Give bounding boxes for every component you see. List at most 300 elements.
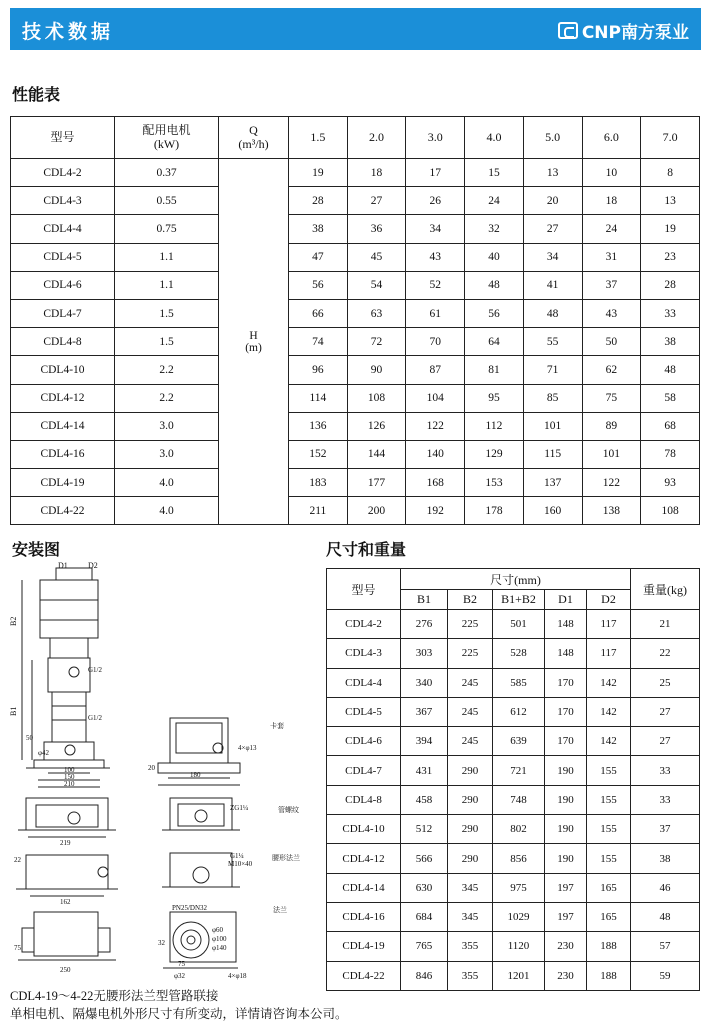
- perf-header-motor: 配用电机 (kW): [115, 117, 219, 159]
- dims-value-cell: 367: [401, 697, 448, 726]
- table-row: [327, 639, 700, 668]
- perf-model-cell: CDL4-4: [11, 215, 115, 243]
- perf-head-value-cell: 50: [582, 328, 641, 356]
- table-row: [327, 844, 700, 873]
- perf-model-cell: CDL4-7: [11, 299, 115, 327]
- dims-value-cell: 1120: [493, 932, 545, 961]
- perf-head-value-cell: 87: [406, 356, 465, 384]
- performance-table: [10, 116, 700, 525]
- table-row: [327, 961, 700, 990]
- dims-value-cell: 170: [545, 727, 587, 756]
- dims-value-cell: 148: [545, 610, 587, 639]
- perf-head-value-cell: 70: [406, 328, 465, 356]
- perf-head-unit-cell: H (m): [219, 159, 289, 525]
- table-row: [11, 159, 700, 187]
- dims-value-cell: 155: [587, 756, 631, 785]
- perf-head-value-cell: 55: [523, 328, 582, 356]
- label-zg: ZG1¼: [230, 804, 249, 812]
- perf-head-value-cell: 183: [289, 469, 348, 497]
- perf-head-value-cell: 20: [523, 187, 582, 215]
- dims-value-cell: 142: [587, 727, 631, 756]
- label-210: 210: [64, 780, 75, 788]
- perf-head-value-cell: 211: [289, 497, 348, 525]
- perf-head-value-cell: 54: [347, 271, 406, 299]
- perf-model-cell: CDL4-12: [11, 384, 115, 412]
- dims-model-cell: CDL4-19: [327, 932, 401, 961]
- label-b2: B2: [9, 616, 18, 626]
- perf-head-value-cell: 33: [641, 299, 700, 327]
- perf-head-value-cell: 138: [582, 497, 641, 525]
- dims-header-model: 型号: [327, 569, 401, 610]
- perf-header-q: Q (m³/h): [219, 117, 289, 159]
- perf-head-value-cell: 200: [347, 497, 406, 525]
- perf-head-value-cell: 129: [465, 440, 524, 468]
- dims-value-cell: 566: [401, 844, 448, 873]
- dims-model-cell: CDL4-2: [327, 610, 401, 639]
- perf-head-value-cell: 28: [641, 271, 700, 299]
- dims-model-cell: CDL4-6: [327, 727, 401, 756]
- perf-head-value-cell: 56: [465, 299, 524, 327]
- table-row: [327, 610, 700, 639]
- perf-head-value-cell: 27: [347, 187, 406, 215]
- dims-model-cell: CDL4-7: [327, 756, 401, 785]
- table-row: [327, 697, 700, 726]
- dims-value-cell: 188: [587, 961, 631, 990]
- label-162: 162: [60, 898, 71, 906]
- dims-value-cell: 142: [587, 668, 631, 697]
- perf-head-value-cell: 19: [289, 159, 348, 187]
- perf-head-value-cell: 26: [406, 187, 465, 215]
- perf-model-cell: CDL4-8: [11, 328, 115, 356]
- perf-kw-cell: 3.0: [115, 440, 219, 468]
- perf-head-value-cell: 62: [582, 356, 641, 384]
- label-219: 219: [60, 839, 71, 847]
- dims-value-cell: 1029: [493, 902, 545, 931]
- perf-head-value-cell: 43: [582, 299, 641, 327]
- perf-head-value-cell: 122: [582, 469, 641, 497]
- perf-head-value-cell: 95: [465, 384, 524, 412]
- perf-head-value-cell: 34: [406, 215, 465, 243]
- perf-head-value-cell: 13: [523, 159, 582, 187]
- dims-value-cell: 721: [493, 756, 545, 785]
- perf-head-value-cell: 56: [289, 271, 348, 299]
- perf-head-value-cell: 18: [582, 187, 641, 215]
- dims-subheader-cell: D1: [545, 590, 587, 610]
- dims-model-cell: CDL4-3: [327, 639, 401, 668]
- perf-header-q-value: 6.0: [582, 117, 641, 159]
- label-phi100: φ100: [212, 935, 227, 943]
- install-section-title: 安装图: [12, 540, 61, 559]
- perf-head-value-cell: 13: [641, 187, 700, 215]
- table-row: [327, 756, 700, 785]
- dims-value-cell: 639: [493, 727, 545, 756]
- perf-head-value-cell: 58: [641, 384, 700, 412]
- perf-model-cell: CDL4-2: [11, 159, 115, 187]
- perf-head-value-cell: 43: [406, 243, 465, 271]
- dims-weight-cell: 48: [631, 902, 700, 931]
- dims-value-cell: 190: [545, 785, 587, 814]
- perf-head-value-cell: 8: [641, 159, 700, 187]
- dims-value-cell: 225: [448, 639, 493, 668]
- perf-head-value-cell: 45: [347, 243, 406, 271]
- dims-value-cell: 630: [401, 873, 448, 902]
- dims-value-cell: 290: [448, 756, 493, 785]
- perf-head-value-cell: 140: [406, 440, 465, 468]
- label-50: 50: [26, 734, 33, 742]
- perf-head-value-cell: 48: [465, 271, 524, 299]
- dims-weight-cell: 37: [631, 815, 700, 844]
- perf-head-value-cell: 137: [523, 469, 582, 497]
- perf-head-value-cell: 72: [347, 328, 406, 356]
- table-row: [11, 243, 700, 271]
- perf-head-value-cell: 24: [582, 215, 641, 243]
- label-phi32: φ32: [174, 972, 186, 980]
- perf-head-value-cell: 96: [289, 356, 348, 384]
- perf-header-q-value: 7.0: [641, 117, 700, 159]
- perf-head-value-cell: 52: [406, 271, 465, 299]
- dims-subheader-cell: B1+B2: [493, 590, 545, 610]
- dims-value-cell: 165: [587, 902, 631, 931]
- dims-weight-cell: 46: [631, 873, 700, 902]
- perf-head-value-cell: 75: [582, 384, 641, 412]
- perf-head-value-cell: 126: [347, 412, 406, 440]
- perf-head-value-cell: 122: [406, 412, 465, 440]
- pump-chamber: [52, 692, 86, 742]
- brand-name: CNP南方泵业: [581, 23, 689, 43]
- perf-head-value-cell: 61: [406, 299, 465, 327]
- perf-model-cell: CDL4-5: [11, 243, 115, 271]
- perf-head-value-cell: 89: [582, 412, 641, 440]
- dims-value-cell: 765: [401, 932, 448, 961]
- dims-value-cell: 345: [448, 873, 493, 902]
- perf-kw-cell: 2.2: [115, 356, 219, 384]
- dims-value-cell: 802: [493, 815, 545, 844]
- dims-value-cell: 197: [545, 873, 587, 902]
- label-thread: 管螺纹: [278, 806, 299, 814]
- dims-value-cell: 165: [587, 873, 631, 902]
- table-row: [327, 727, 700, 756]
- dims-value-cell: 290: [448, 785, 493, 814]
- dimensions-section-title: 尺寸和重量: [326, 540, 407, 559]
- perf-head-value-cell: 71: [523, 356, 582, 384]
- table-row: [327, 815, 700, 844]
- label-pn: PN25/DN32: [172, 904, 208, 912]
- label-phi140: φ140: [212, 944, 227, 952]
- perf-model-cell: CDL4-16: [11, 440, 115, 468]
- label-20: 20: [148, 764, 155, 772]
- perf-head-value-cell: 47: [289, 243, 348, 271]
- label-flange: 法兰: [273, 906, 287, 914]
- label-75a: 75: [14, 944, 21, 952]
- perf-head-value-cell: 66: [289, 299, 348, 327]
- perf-head-value-cell: 101: [523, 412, 582, 440]
- dims-weight-cell: 25: [631, 668, 700, 697]
- performance-section-title: 性能表: [12, 85, 61, 104]
- dims-value-cell: 355: [448, 961, 493, 990]
- dims-value-cell: 345: [448, 902, 493, 931]
- dims-weight-cell: 33: [631, 756, 700, 785]
- perf-kw-cell: 1.1: [115, 271, 219, 299]
- table-row: [327, 902, 700, 931]
- label-4x18: 4×φ18: [228, 972, 247, 980]
- perf-kw-cell: 0.75: [115, 215, 219, 243]
- dims-value-cell: 188: [587, 932, 631, 961]
- dims-value-cell: 155: [587, 844, 631, 873]
- perf-header-q-value: 4.0: [465, 117, 524, 159]
- perf-head-value-cell: 104: [406, 384, 465, 412]
- label-g12b: G1/2: [88, 714, 102, 722]
- perf-head-value-cell: 19: [641, 215, 700, 243]
- label-phi60: φ60: [212, 926, 224, 934]
- dims-weight-cell: 22: [631, 639, 700, 668]
- perf-head-value-cell: 93: [641, 469, 700, 497]
- perf-head-value-cell: 160: [523, 497, 582, 525]
- perf-header-q-value: 2.0: [347, 117, 406, 159]
- label-d1: D1: [58, 561, 68, 570]
- perf-head-value-cell: 31: [582, 243, 641, 271]
- dims-value-cell: 276: [401, 610, 448, 639]
- footnote-line1: CDL4-19～4-22无腰形法兰型管路联接: [10, 989, 219, 1003]
- footnote-line2: 单相电机、隔爆电机外形尺寸有所变动，详情请咨询本公司。: [10, 1007, 348, 1021]
- dims-value-cell: 340: [401, 668, 448, 697]
- table-row: [11, 412, 700, 440]
- motor-body: [40, 580, 98, 638]
- brand-logo: [558, 18, 689, 43]
- dims-value-cell: 512: [401, 815, 448, 844]
- dims-value-cell: 245: [448, 697, 493, 726]
- label-b1: B1: [9, 706, 18, 716]
- dims-value-cell: 856: [493, 844, 545, 873]
- table-row: [11, 187, 700, 215]
- dims-weight-cell: 38: [631, 844, 700, 873]
- perf-head-value-cell: 34: [523, 243, 582, 271]
- perf-head-value-cell: 192: [406, 497, 465, 525]
- dims-value-cell: 117: [587, 610, 631, 639]
- dims-model-cell: CDL4-22: [327, 961, 401, 990]
- perf-model-cell: CDL4-10: [11, 356, 115, 384]
- cnp-logo-icon: [558, 22, 578, 39]
- dims-value-cell: 170: [545, 697, 587, 726]
- dims-value-cell: 303: [401, 639, 448, 668]
- installation-drawing: [8, 560, 310, 980]
- label-22: 22: [14, 856, 21, 864]
- perf-model-cell: CDL4-14: [11, 412, 115, 440]
- perf-head-value-cell: 81: [465, 356, 524, 384]
- perf-head-value-cell: 112: [465, 412, 524, 440]
- dims-subheader-cell: D2: [587, 590, 631, 610]
- dims-value-cell: 245: [448, 727, 493, 756]
- perf-head-value-cell: 153: [465, 469, 524, 497]
- perf-kw-cell: 1.5: [115, 299, 219, 327]
- perf-head-value-cell: 101: [582, 440, 641, 468]
- dims-value-cell: 117: [587, 639, 631, 668]
- dims-value-cell: 585: [493, 668, 545, 697]
- perf-model-cell: CDL4-22: [11, 497, 115, 525]
- perf-kw-cell: 3.0: [115, 412, 219, 440]
- dims-value-cell: 190: [545, 756, 587, 785]
- table-row: [11, 215, 700, 243]
- perf-header-q-value: 1.5: [289, 117, 348, 159]
- label-oval: 腰形法兰: [272, 854, 300, 862]
- label-42: φ42: [38, 749, 50, 757]
- perf-kw-cell: 4.0: [115, 497, 219, 525]
- dims-value-cell: 225: [448, 610, 493, 639]
- perf-head-value-cell: 177: [347, 469, 406, 497]
- perf-kw-cell: 1.5: [115, 328, 219, 356]
- dims-header-size: 尺寸(mm): [401, 569, 631, 590]
- dims-value-cell: 458: [401, 785, 448, 814]
- dims-model-cell: CDL4-16: [327, 902, 401, 931]
- perf-head-value-cell: 38: [289, 215, 348, 243]
- pump-head: [48, 658, 90, 692]
- perf-head-value-cell: 63: [347, 299, 406, 327]
- perf-head-value-cell: 48: [523, 299, 582, 327]
- perf-head-value-cell: 48: [641, 356, 700, 384]
- dims-weight-cell: 57: [631, 932, 700, 961]
- dims-value-cell: 684: [401, 902, 448, 931]
- dims-model-cell: CDL4-5: [327, 697, 401, 726]
- perf-model-cell: CDL4-19: [11, 469, 115, 497]
- dims-value-cell: 975: [493, 873, 545, 902]
- perf-kw-cell: 0.55: [115, 187, 219, 215]
- perf-kw-cell: 0.37: [115, 159, 219, 187]
- perf-head-value-cell: 36: [347, 215, 406, 243]
- dims-weight-cell: 33: [631, 785, 700, 814]
- label-100: 100: [64, 766, 75, 774]
- dims-value-cell: 846: [401, 961, 448, 990]
- perf-head-value-cell: 27: [523, 215, 582, 243]
- table-row: [11, 384, 700, 412]
- dims-weight-cell: 27: [631, 697, 700, 726]
- perf-kw-cell: 4.0: [115, 469, 219, 497]
- table-row: [327, 785, 700, 814]
- perf-head-value-cell: 108: [641, 497, 700, 525]
- perf-head-value-cell: 114: [289, 384, 348, 412]
- dims-value-cell: 528: [493, 639, 545, 668]
- dims-model-cell: CDL4-4: [327, 668, 401, 697]
- perf-head-value-cell: 23: [641, 243, 700, 271]
- perf-head-value-cell: 24: [465, 187, 524, 215]
- dims-value-cell: 501: [493, 610, 545, 639]
- dims-value-cell: 148: [545, 639, 587, 668]
- label-32: 32: [158, 939, 165, 947]
- label-g12a: G1/2: [88, 666, 102, 674]
- table-row: [11, 497, 700, 525]
- perf-head-value-cell: 64: [465, 328, 524, 356]
- perf-head-value-cell: 136: [289, 412, 348, 440]
- table-row: [327, 668, 700, 697]
- dims-value-cell: 355: [448, 932, 493, 961]
- label-g114: G1¼: [230, 852, 244, 860]
- perf-model-cell: CDL4-6: [11, 271, 115, 299]
- dims-value-cell: 190: [545, 844, 587, 873]
- dims-model-cell: CDL4-10: [327, 815, 401, 844]
- label-150: 150: [64, 773, 75, 781]
- perf-model-cell: CDL4-3: [11, 187, 115, 215]
- label-m10: M10×40: [228, 860, 253, 868]
- perf-head-value-cell: 90: [347, 356, 406, 384]
- dims-model-cell: CDL4-8: [327, 785, 401, 814]
- perf-header-model: 型号: [11, 117, 115, 159]
- perf-kw-cell: 2.2: [115, 384, 219, 412]
- perf-head-value-cell: 68: [641, 412, 700, 440]
- dims-model-cell: CDL4-12: [327, 844, 401, 873]
- perf-head-value-cell: 37: [582, 271, 641, 299]
- perf-head-value-cell: 78: [641, 440, 700, 468]
- perf-head-value-cell: 115: [523, 440, 582, 468]
- table-row: [11, 356, 700, 384]
- table-row: [327, 932, 700, 961]
- dims-weight-cell: 59: [631, 961, 700, 990]
- label-250: 250: [60, 966, 71, 974]
- table-row: [327, 873, 700, 902]
- perf-head-value-cell: 85: [523, 384, 582, 412]
- perf-head-value-cell: 17: [406, 159, 465, 187]
- dims-value-cell: 155: [587, 785, 631, 814]
- perf-header-q-value: 5.0: [523, 117, 582, 159]
- dims-value-cell: 197: [545, 902, 587, 931]
- table-row: [11, 469, 700, 497]
- dimensions-table: [326, 568, 700, 991]
- perf-head-value-cell: 28: [289, 187, 348, 215]
- header-title: 技术数据: [22, 21, 115, 43]
- dims-weight-cell: 21: [631, 610, 700, 639]
- label-180: 180: [190, 771, 201, 779]
- table-row: [11, 271, 700, 299]
- perf-head-value-cell: 40: [465, 243, 524, 271]
- dims-value-cell: 230: [545, 961, 587, 990]
- header-banner: [10, 8, 701, 50]
- dims-value-cell: 170: [545, 668, 587, 697]
- label-d2: D2: [88, 561, 98, 570]
- dims-value-cell: 1201: [493, 961, 545, 990]
- perf-head-value-cell: 15: [465, 159, 524, 187]
- dims-value-cell: 142: [587, 697, 631, 726]
- perf-head-value-cell: 152: [289, 440, 348, 468]
- label-4x13: 4×φ13: [238, 744, 257, 752]
- dims-subheader-cell: B1: [401, 590, 448, 610]
- perf-head-value-cell: 41: [523, 271, 582, 299]
- label-75b: 75: [178, 960, 185, 968]
- table-row: [11, 328, 700, 356]
- perf-header-q-value: 3.0: [406, 117, 465, 159]
- perf-head-value-cell: 168: [406, 469, 465, 497]
- dims-value-cell: 748: [493, 785, 545, 814]
- table-row: [11, 299, 700, 327]
- dims-value-cell: 394: [401, 727, 448, 756]
- dims-value-cell: 290: [448, 844, 493, 873]
- perf-kw-cell: 1.1: [115, 243, 219, 271]
- dims-value-cell: 431: [401, 756, 448, 785]
- perf-head-value-cell: 38: [641, 328, 700, 356]
- table-row: [11, 440, 700, 468]
- perf-head-value-cell: 18: [347, 159, 406, 187]
- dims-value-cell: 190: [545, 815, 587, 844]
- dims-subheader-cell: B2: [448, 590, 493, 610]
- dims-value-cell: 612: [493, 697, 545, 726]
- perf-head-value-cell: 108: [347, 384, 406, 412]
- dims-value-cell: 230: [545, 932, 587, 961]
- dims-value-cell: 155: [587, 815, 631, 844]
- perf-head-value-cell: 144: [347, 440, 406, 468]
- perf-head-value-cell: 10: [582, 159, 641, 187]
- dims-header-weight: 重量(kg): [631, 569, 700, 610]
- perf-head-value-cell: 74: [289, 328, 348, 356]
- label-card: 卡套: [270, 722, 284, 730]
- dims-value-cell: 290: [448, 815, 493, 844]
- dims-model-cell: CDL4-14: [327, 873, 401, 902]
- perf-head-value-cell: 32: [465, 215, 524, 243]
